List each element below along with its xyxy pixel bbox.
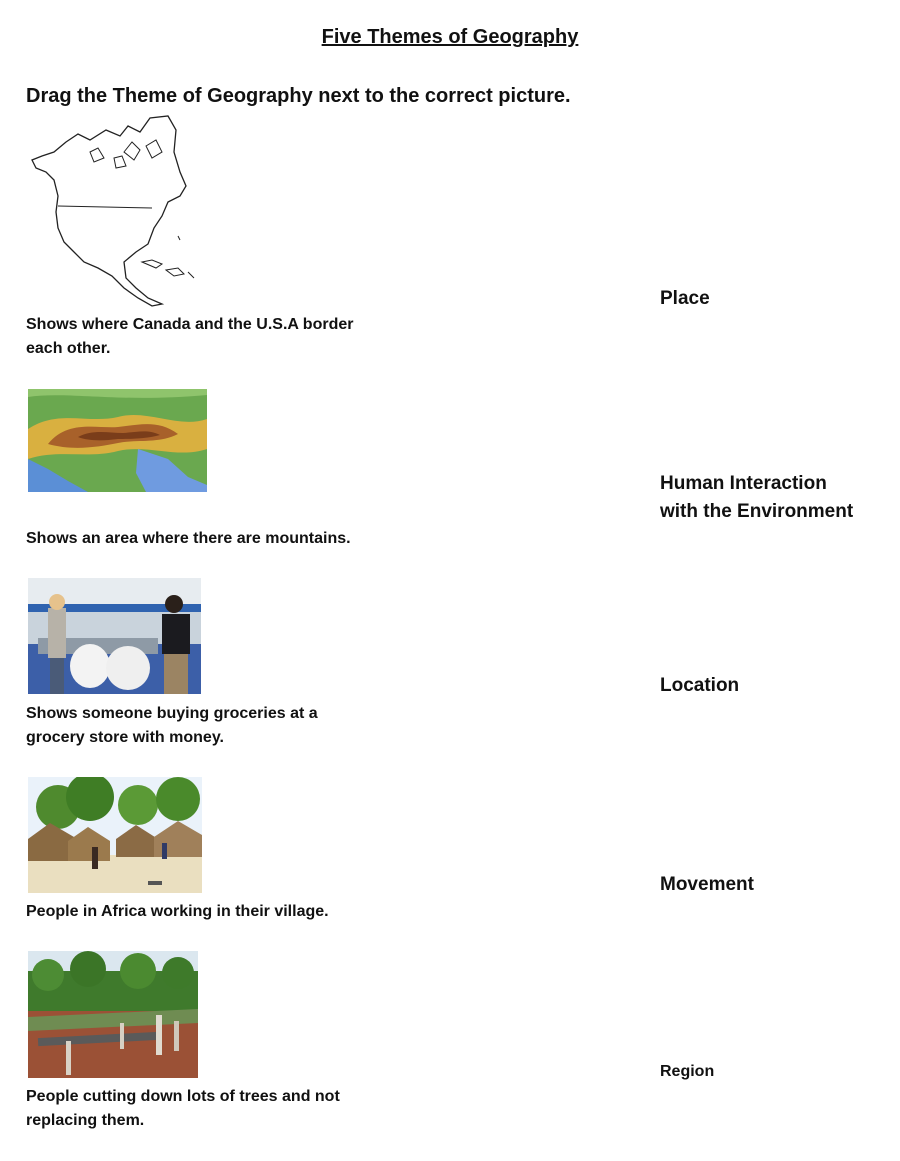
theme-movement[interactable] [660, 871, 754, 899]
theme-region[interactable] [660, 1058, 714, 1086]
theme-movement-label: Movement [660, 874, 754, 895]
theme-human-interaction-label-line-1: Human Interaction [660, 473, 827, 494]
theme-human-interaction[interactable] [660, 470, 853, 526]
theme-place-label: Place [660, 288, 710, 309]
caption-1-line-1: Shows where Canada and the U.S.A border [26, 316, 354, 333]
theme-location[interactable] [660, 672, 739, 700]
theme-region-label: Region [660, 1063, 715, 1080]
caption-2 [26, 527, 351, 551]
caption-5-line-2: replacing them. [26, 1112, 145, 1129]
caption-5 [26, 1085, 340, 1133]
theme-place[interactable] [660, 285, 710, 313]
worksheet-title: Five Themes of Geography [321, 26, 579, 48]
caption-4-line-1: People in Africa working in their village. [26, 903, 329, 920]
caption-4 [26, 900, 329, 924]
grocery-checkout-photo [28, 578, 201, 694]
alps-relief-map [28, 389, 207, 492]
caption-3-line-1: Shows someone buying groceries at a [26, 705, 318, 722]
caption-3 [26, 702, 318, 750]
caption-2-line-1: Shows an area where there are mountains. [26, 530, 351, 547]
deforestation-photo [28, 951, 198, 1078]
caption-3-line-2: grocery store with money. [26, 729, 224, 746]
north-america-outline-map [28, 112, 208, 307]
instructions: Drag the Theme of Geography next to the correct picture. [26, 85, 571, 107]
theme-location-label: Location [660, 675, 740, 696]
african-village-photo [28, 777, 202, 893]
caption-5-line-1: People cutting down lots of trees and not [26, 1088, 340, 1105]
caption-1 [26, 313, 353, 361]
caption-1-line-2: each other. [26, 340, 111, 357]
theme-human-interaction-label-line-2: with the Environment [660, 501, 854, 522]
